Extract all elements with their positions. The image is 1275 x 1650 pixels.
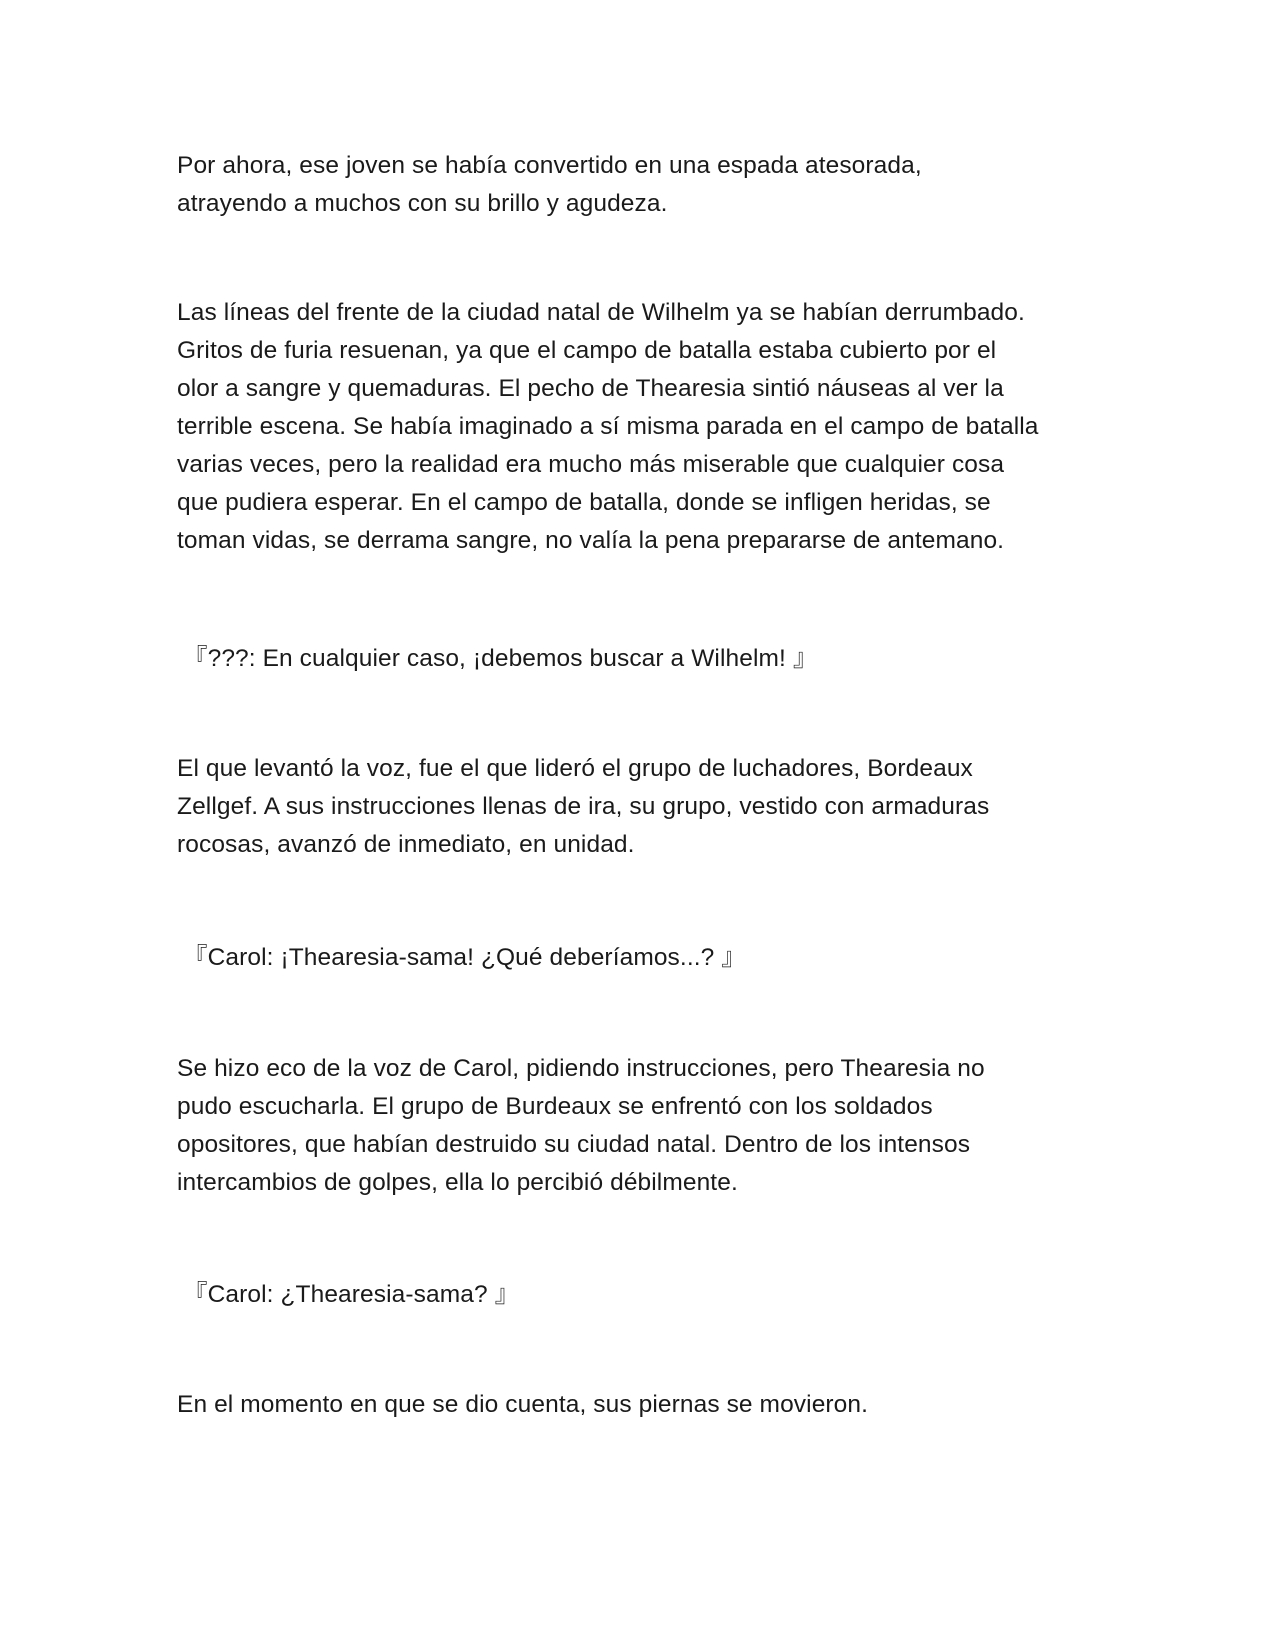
text-line: intercambios de golpes, ella lo percibió débilmente. bbox=[177, 1169, 738, 1196]
text-line: toman vidas, se derrama sangre, no valía la pena prepararse de antemano. bbox=[177, 527, 1005, 554]
text-line: 『Carol: ¿Thearesia-sama? 』 bbox=[183, 1281, 520, 1308]
text-line: 『???: En cualquier caso, ¡debemos buscar a Wilhelm! 』 bbox=[183, 645, 818, 672]
text-line: que pudiera esperar. En el campo de batalla, donde se infligen heridas, se bbox=[177, 489, 991, 516]
text-line: Las líneas del frente de la ciudad natal de Wilhelm ya se habían derrumbado. bbox=[177, 299, 1025, 326]
text-line: Se hizo eco de la voz de Carol, pidiendo instrucciones, pero Thearesia no bbox=[177, 1055, 985, 1082]
text-line: opositores, que habían destruido su ciudad natal. Dentro de los intensos bbox=[177, 1131, 971, 1158]
text-line: pudo escucharla. El grupo de Burdeaux se enfrentó con los soldados bbox=[177, 1093, 933, 1120]
text-line: El que levantó la voz, fue el que lideró el grupo de luchadores, Bordeaux bbox=[177, 755, 973, 782]
text-line: Gritos de furia resuenan, ya que el campo de batalla estaba cubierto por el bbox=[177, 337, 997, 364]
text-line: olor a sangre y quemaduras. El pecho de Thearesia sintió náuseas al ver la bbox=[177, 375, 1004, 402]
text-line: En el momento en que se dio cuenta, sus piernas se movieron. bbox=[177, 1391, 869, 1418]
text-line: varias veces, pero la realidad era mucho más miserable que cualquier cosa bbox=[177, 451, 1005, 478]
text-line: 『Carol: ¡Thearesia-sama! ¿Qué deberíamos...? 』 bbox=[183, 944, 746, 971]
text-line: atrayendo a muchos con su brillo y agudeza. bbox=[177, 190, 668, 217]
text-line: Por ahora, ese joven se había convertido en una espada atesorada, bbox=[177, 152, 922, 179]
text-line: Zellgef. A sus instrucciones llenas de ira, su grupo, vestido con armaduras bbox=[177, 793, 990, 820]
text-line: terrible escena. Se había imaginado a sí misma parada en el campo de batalla bbox=[177, 413, 1039, 440]
text-line: rocosas, avanzó de inmediato, en unidad. bbox=[177, 831, 635, 858]
